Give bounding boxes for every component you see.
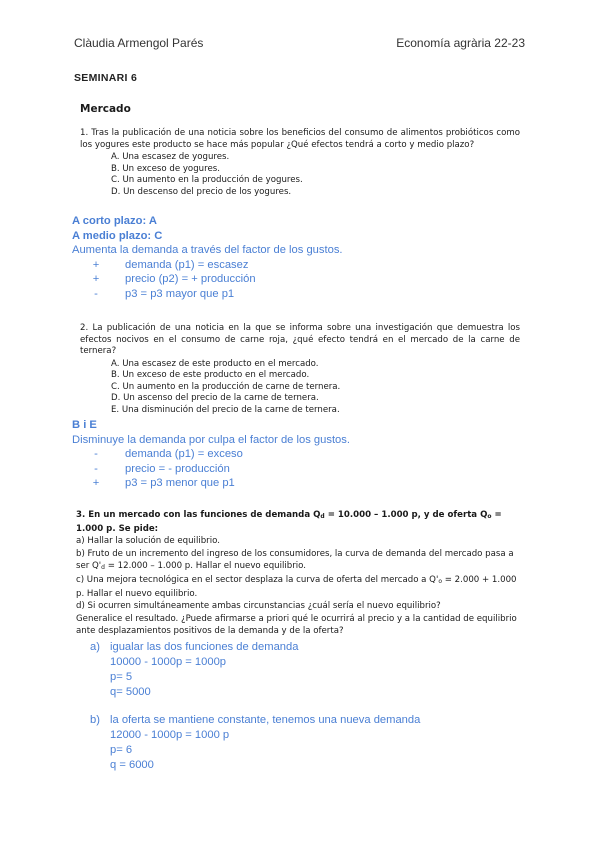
answer-1-short: A corto plazo: A: [72, 215, 157, 227]
part-text: b) Fruto de un incremento del ingreso de los consumidores, la curva de demanda del mercado pasa a ser Q': [76, 548, 514, 571]
answer-line: q = 6000: [110, 759, 154, 771]
bullet-item: [90, 272, 343, 287]
bullet-mark: -: [94, 287, 98, 300]
part-text: = 2.000 + 1.000 p. Hallar el nuevo equilibrio.: [76, 575, 517, 600]
option: E. Una disminución del precio de la carne de ternera.: [111, 404, 340, 415]
answer-2-explanation: Disminuye la demanda por culpa el factor de los gustos.: [72, 433, 350, 446]
subscript: o: [438, 578, 442, 586]
answer-label: a): [90, 641, 100, 653]
bullet-mark: +: [92, 477, 100, 489]
answer-label: b): [90, 714, 100, 726]
option: B. Un exceso de yogures.: [111, 163, 220, 174]
bullet-text: precio (p2) = + producción: [125, 273, 256, 285]
answer-line: p= 6: [110, 744, 133, 756]
question-3-part-c: [76, 574, 526, 600]
answer-3b: [90, 713, 420, 773]
subscript: d: [320, 513, 325, 520]
answer-2-bullets: [72, 447, 350, 491]
question-3: [76, 509, 526, 637]
section-title: Mercado: [80, 103, 131, 115]
answer-1-explanation: Aumenta la demanda a través del factor de los gustos.: [72, 244, 343, 256]
seminari-title: SEMINARI 6: [74, 72, 138, 84]
answer-2-choice: B i E: [72, 419, 97, 431]
answer-line: q= 5000: [110, 686, 151, 698]
option: B. Un exceso de este producto en el mercado.: [111, 370, 310, 380]
answer-line: 10000 - 1000p = 1000p: [110, 656, 227, 668]
subscript: o: [487, 513, 492, 520]
question-2-text: 2. La publicación de una noticia en la que se informa sobre una investigación que demuestra los efectos nocivos en el consumo de carne roja, ¿qué efecto tendrá en el mercado de la carne de ternera?: [80, 323, 520, 356]
answer-3a: [90, 640, 298, 700]
intro-text: = 10.000 – 1.000 p, y de oferta Q: [324, 510, 488, 520]
bullet-text: p3 = p3 mayor que p1: [125, 287, 235, 300]
answer-1: [72, 214, 343, 301]
bullet-item: [90, 462, 350, 477]
part-text: c) Una mejora tecnológica en el sector desplaza la curva de oferta del mercado a Q': [76, 575, 439, 586]
answer-3b-heading: [90, 713, 420, 728]
intro-text: 3. En un mercado con las funciones de demanda Q: [76, 510, 321, 520]
answer-1-medium: A medio plazo: C: [72, 229, 163, 242]
question-3-general: Generalice el resultado. ¿Puede afirmarse a priori qué le ocurrirá al precio y a la cantidad de equilibrio ante desplazamientos positivos de la demanda y de la oferta?: [76, 613, 517, 636]
answer-text: la oferta se mantiene constante, tenemos una nueva demanda: [110, 714, 421, 726]
question-2-options: [111, 359, 520, 417]
option: C. Un aumento en la producción de yogures.: [111, 175, 303, 185]
question-3-part-a: a) Hallar la solución de equilibrio.: [76, 536, 220, 547]
bullet-text: demanda (p1) = escasez: [125, 258, 249, 271]
question-1: [80, 128, 520, 198]
answer-text: igualar las dos funciones de demanda: [110, 641, 299, 653]
answer-2: [72, 418, 350, 491]
part-text: = 12.000 – 1.000 p. Hallar el nuevo equilibrio.: [104, 560, 306, 571]
option: A. Una escasez de yogures.: [111, 152, 230, 162]
bullet-text: p3 = p3 menor que p1: [125, 477, 235, 489]
bullet-item: [90, 287, 343, 302]
bullet-mark: -: [94, 448, 98, 460]
bullet-text: precio = - producción: [125, 462, 230, 475]
question-3-part-d: d) Si ocurren simultáneamente ambas circunstancias ¿cuál sería el nuevo equilibrio?: [76, 601, 441, 612]
bullet-item: [90, 258, 343, 273]
answer-1-bullets: [72, 258, 343, 302]
option: A. Una escasez de este producto en el mercado.: [111, 358, 319, 369]
option: D. Un descenso del precio de los yogures.: [111, 186, 292, 197]
option: C. Un aumento en la producción de carne de ternera.: [111, 381, 341, 392]
answer-line: p= 5: [110, 671, 133, 683]
question-1-text: 1. Tras la publicación de una noticia sobre los beneficios del consumo de alimentos probióticos como los yogures este producto se hace más popular ¿Qué efectos tendrá a corto y medio plazo?: [80, 128, 520, 150]
question-2: [80, 323, 520, 416]
header-course: Economía agrària 22-23: [396, 36, 525, 50]
option: D. Un ascenso del precio de la carne de ternera.: [111, 393, 319, 403]
answer-3a-heading: [90, 640, 298, 655]
subscript: d: [101, 563, 105, 571]
bullet-mark: +: [92, 258, 100, 271]
bullet-mark: -: [94, 462, 98, 475]
question-3-intro: [76, 509, 526, 535]
bullet-item: [90, 476, 350, 491]
header-author: Clàudia Armengol Parés: [74, 36, 204, 50]
bullet-text: demanda (p1) = exceso: [125, 448, 243, 460]
question-1-options: [111, 152, 520, 198]
bullet-item: [90, 447, 350, 462]
bullet-mark: +: [92, 273, 100, 285]
question-3-part-b: [76, 548, 526, 574]
answer-line: 12000 - 1000p = 1000 p: [110, 729, 230, 741]
intro-text: = 1.000 p. Se pide:: [76, 510, 502, 535]
